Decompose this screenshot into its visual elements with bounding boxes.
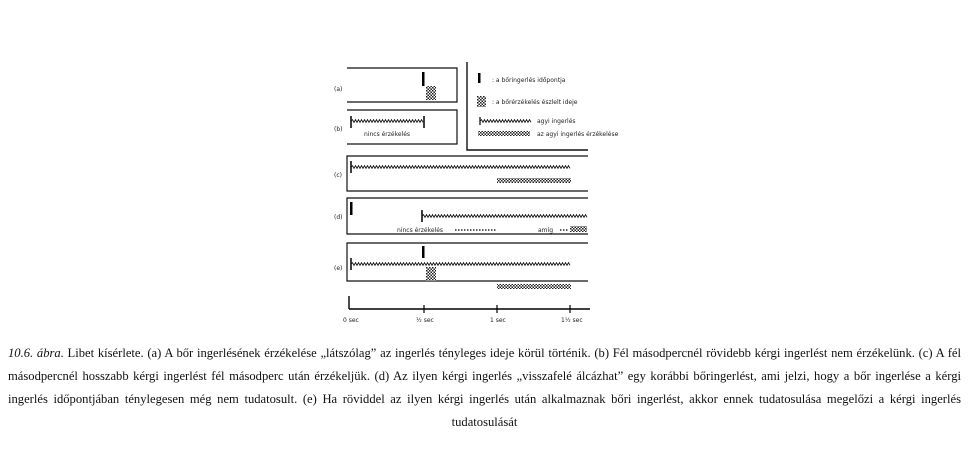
brain-perception-band-d (570, 226, 587, 232)
legend-text-skin-perception: : a bőrérzékelés észlelt ideje (492, 99, 578, 106)
skin-stimulus-marker-e (422, 246, 425, 258)
skin-perception-icon (477, 96, 486, 107)
panel-a-frame (347, 68, 457, 102)
figure-number: 10.6. ábra. (8, 346, 64, 360)
no-perception-label-b: nincs érzékelés (364, 131, 411, 138)
legend-text-skin-stimulus: : a bőringerlés időpontja (492, 77, 566, 84)
row-label-b: (b) (334, 126, 343, 133)
brain-stimulation-icon (480, 120, 531, 123)
axis-label-3: 1½ sec (561, 317, 583, 324)
brain-perception-band-e (497, 284, 571, 289)
panel-e-frame (347, 243, 588, 281)
brain-perception-band-c (497, 178, 571, 183)
brain-stimulation-wave-d (422, 215, 587, 218)
skin-perception-marker-a (426, 86, 436, 100)
panel-a (334, 68, 457, 102)
row-label-d: (d) (334, 214, 343, 221)
row-label-a: (a) (334, 86, 343, 93)
skin-stimulus-marker-d (350, 202, 353, 215)
brain-stimulation-wave-e (351, 263, 570, 266)
row-label-c: (c) (334, 172, 342, 179)
brain-stimulation-wave-b (351, 120, 423, 123)
axis-label-2: 1 sec (490, 317, 506, 324)
brain-perception-icon (478, 131, 530, 136)
brain-stimulation-wave-c (351, 166, 570, 169)
legend-text-brain-stimulation: agyi ingerlés (537, 118, 576, 125)
axis-label-1: ½ sec (416, 317, 434, 324)
legend (467, 62, 619, 150)
skin-stimulus-marker-a (422, 72, 425, 86)
panel-c (334, 156, 588, 191)
until-label-d: amíg (538, 227, 553, 234)
panel-e (334, 243, 588, 289)
skin-stimulus-icon (478, 73, 481, 83)
figure-caption (8, 342, 961, 434)
row-label-e: (e) (334, 265, 343, 272)
no-perception-label-d: nincs érzékelés (397, 227, 444, 234)
legend-text-brain-perception: az agyi ingerlés érzékelése (537, 131, 619, 138)
panel-b-frame (347, 110, 457, 144)
panel-d (334, 198, 588, 234)
skin-perception-marker-e (426, 267, 436, 281)
panel-b (334, 110, 457, 144)
axis-label-0: 0 sec (343, 317, 359, 324)
time-axis (343, 296, 590, 324)
caption-text: Libet kísérlete. (a) A bőr ingerlésének érzékelése „látszólag” az ingerlés tényleges ideje körül történik. (b) Fél másodpercnél rövidebb kérgi ingerlést nem érzékelünk. (c) A fél másodpercnél hosszabb kérgi ingerlést fél másodperc után érzékeljük. (d) Az ilyen kérgi ingerlés „visszafelé álcázhat” egy korábbi bőringerlést, ami jelzi, hogy a bőr ingerlése a kérgi ingerlés időpontjában ténylegesen még nem tudatosult. (e) Ha röviddel az ilyen kérgi ingerlés után alkalmaznak bőri ingerlést, akkor ennek tudatosulása megelőzi a kérgi ingerlés tudatosulását (8, 346, 961, 429)
panel-c-frame (347, 156, 588, 191)
